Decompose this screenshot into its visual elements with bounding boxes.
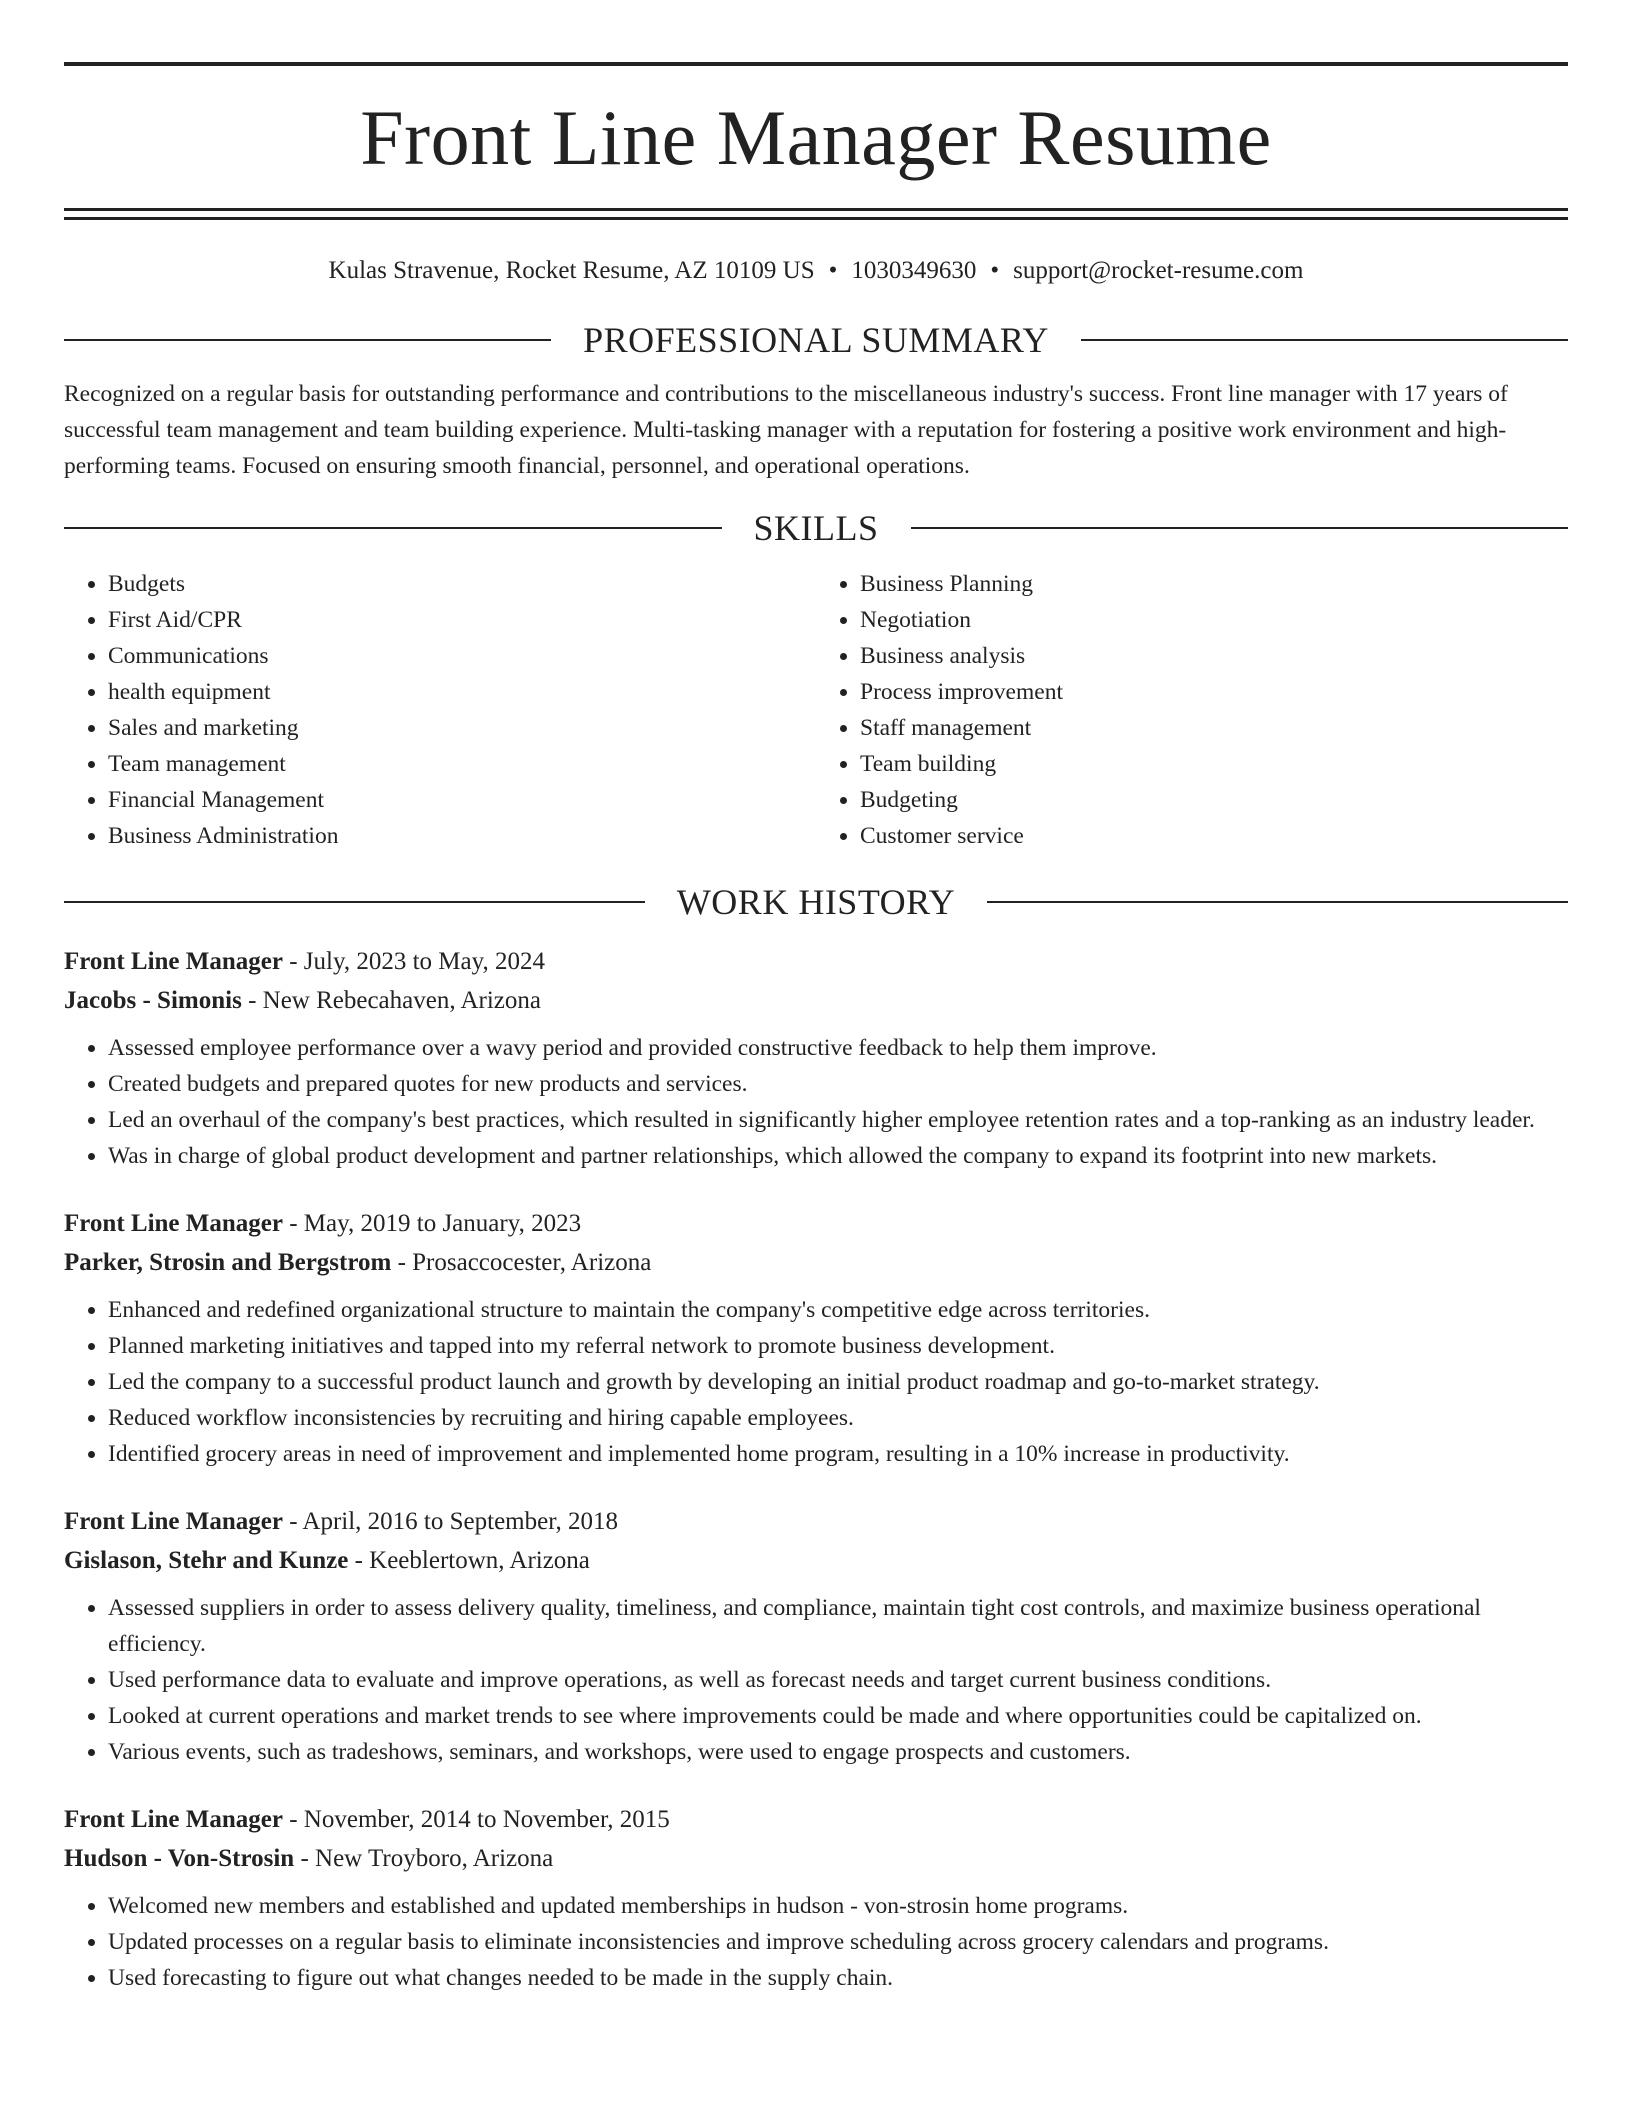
double-rule xyxy=(64,208,1568,220)
heading-rule xyxy=(987,901,1568,903)
job-location: - New Rebecahaven, Arizona xyxy=(241,986,541,1014)
contact-separator: • xyxy=(828,257,838,284)
skill-item: • Communications xyxy=(108,638,816,674)
section-title: PROFESSIONAL SUMMARY xyxy=(583,320,1049,360)
section-heading-summary xyxy=(64,320,1568,360)
job-bullets xyxy=(64,1030,1568,1174)
job-bullet: • Assessed suppliers in order to assess delivery quality, timeliness, and compliance, maintain tight cost controls, and maximize business operational efficiency. xyxy=(108,1590,1568,1662)
contact-address: Kulas Stravenue, Rocket Resume, AZ 10109 US xyxy=(328,257,815,284)
job-bullet: • Led an overhaul of the company's best practices, which resulted in significantly higher employee retention rates and a top-ranking as an industry leader. xyxy=(108,1102,1568,1138)
job-company: Gislason, Stehr and Kunze xyxy=(64,1546,349,1574)
job-title: Front Line Manager xyxy=(64,1507,283,1535)
skill-item: • Financial Management xyxy=(108,782,816,818)
skill-item: • Team management xyxy=(108,746,816,782)
contact-line xyxy=(64,256,1568,286)
job-company: Parker, Strosin and Bergstrom xyxy=(64,1248,392,1276)
top-rule xyxy=(64,62,1568,66)
job-entry xyxy=(64,1800,1568,1996)
skill-item: • First Aid/CPR xyxy=(108,602,816,638)
job-bullets xyxy=(64,1888,1568,1996)
job-location: - Prosaccocester, Arizona xyxy=(391,1248,652,1276)
page-title: Front Line Manager Resume xyxy=(360,94,1272,181)
job-bullet: • Various events, such as tradeshows, seminars, and workshops, were used to engage prospects and customers. xyxy=(108,1734,1568,1770)
professional-summary: Recognized on a regular basis for outstanding performance and contributions to the miscellaneous industry's success. Front line manager with 17 years of successful team management and team building experience. Multi-tasking manager with a reputation for fostering a positive work environment and high-performing teams. Focused on ensuring smooth financial, personnel, and operational operations. xyxy=(64,381,1508,479)
job-bullets xyxy=(64,1590,1568,1770)
job-bullet: • Led the company to a successful product launch and growth by developing an initial product roadmap and go-to-market strategy. xyxy=(108,1364,1568,1400)
job-dates: - July, 2023 to May, 2024 xyxy=(282,947,545,975)
job-company-line xyxy=(64,1541,1568,1580)
section-heading-work xyxy=(64,882,1568,922)
skills-column-right xyxy=(816,566,1568,854)
job-bullet: • Created budgets and prepared quotes for new products and services. xyxy=(108,1066,1568,1102)
job-bullet: • Enhanced and redefined organizational structure to maintain the company's competitive edge across territories. xyxy=(108,1292,1568,1328)
contact-separator: • xyxy=(990,257,1000,284)
job-entry xyxy=(64,1502,1568,1770)
work-history xyxy=(64,942,1568,1996)
contact-email: support@rocket-resume.com xyxy=(1013,257,1304,284)
skill-item: • health equipment xyxy=(108,674,816,710)
contact-phone: 1030349630 xyxy=(851,257,977,284)
section-title: WORK HISTORY xyxy=(676,881,956,922)
job-company-line xyxy=(64,1243,1568,1282)
job-title-line xyxy=(64,1502,1568,1541)
heading-rule xyxy=(64,527,722,529)
section-title: SKILLS xyxy=(753,507,879,548)
job-dates: - May, 2019 to January, 2023 xyxy=(282,1209,582,1237)
section-heading-skills xyxy=(64,508,1568,548)
skill-item: • Budgeting xyxy=(860,782,1568,818)
job-company: Jacobs - Simonis xyxy=(64,986,242,1014)
skill-item: • Process improvement xyxy=(860,674,1568,710)
job-bullet: • Used performance data to evaluate and improve operations, as well as forecast needs and target current business conditions. xyxy=(108,1662,1568,1698)
job-bullets xyxy=(64,1292,1568,1472)
job-title-line xyxy=(64,1800,1568,1839)
skill-item: • Customer service xyxy=(860,818,1568,854)
skill-item: • Business Administration xyxy=(108,818,816,854)
job-location: - Keeblertown, Arizona xyxy=(348,1546,590,1574)
skill-item: • Business Planning xyxy=(860,566,1568,602)
job-bullet: • Assessed employee performance over a wavy period and provided constructive feedback to help them improve. xyxy=(108,1030,1568,1066)
job-bullet: • Used forecasting to figure out what changes needed to be made in the supply chain. xyxy=(108,1960,1568,1996)
skill-item: • Staff management xyxy=(860,710,1568,746)
job-title-line xyxy=(64,942,1568,981)
job-company-line xyxy=(64,1839,1568,1878)
job-bullet: • Was in charge of global product development and partner relationships, which allowed the company to expand its footprint into new markets. xyxy=(108,1138,1568,1174)
job-bullet: • Looked at current operations and market trends to see where improvements could be made and where opportunities could be capitalized on. xyxy=(108,1698,1568,1734)
skill-item: • Negotiation xyxy=(860,602,1568,638)
job-dates: - April, 2016 to September, 2018 xyxy=(282,1507,619,1535)
skills-list xyxy=(64,566,1568,854)
job-bullet: • Welcomed new members and established and updated memberships in hudson - von-strosin home programs. xyxy=(108,1888,1568,1924)
job-bullet: • Planned marketing initiatives and tapped into my referral network to promote business development. xyxy=(108,1328,1568,1364)
job-title: Front Line Manager xyxy=(64,1805,283,1833)
heading-rule xyxy=(64,339,551,341)
skill-item: • Team building xyxy=(860,746,1568,782)
job-title: Front Line Manager xyxy=(64,1209,283,1237)
skill-item: • Budgets xyxy=(108,566,816,602)
job-title: Front Line Manager xyxy=(64,947,283,975)
job-company: Hudson - Von-Strosin xyxy=(64,1844,295,1872)
job-bullet: • Updated processes on a regular basis to eliminate inconsistencies and improve scheduling across grocery calendars and programs. xyxy=(108,1924,1568,1960)
job-entry xyxy=(64,1204,1568,1472)
job-bullet: • Reduced workflow inconsistencies by recruiting and hiring capable employees. xyxy=(108,1400,1568,1436)
job-entry xyxy=(64,942,1568,1174)
skill-item: • Business analysis xyxy=(860,638,1568,674)
job-location: - New Troyboro, Arizona xyxy=(294,1844,554,1872)
heading-rule xyxy=(1081,339,1568,341)
job-bullet: • Identified grocery areas in need of improvement and implemented home program, resulting in a 10% increase in productivity. xyxy=(108,1436,1568,1472)
heading-rule xyxy=(64,901,645,903)
job-title-line xyxy=(64,1204,1568,1243)
skill-item: • Sales and marketing xyxy=(108,710,816,746)
job-dates: - November, 2014 to November, 2015 xyxy=(282,1805,670,1833)
heading-rule xyxy=(911,527,1569,529)
skills-column-left xyxy=(64,566,816,854)
job-company-line xyxy=(64,981,1568,1020)
